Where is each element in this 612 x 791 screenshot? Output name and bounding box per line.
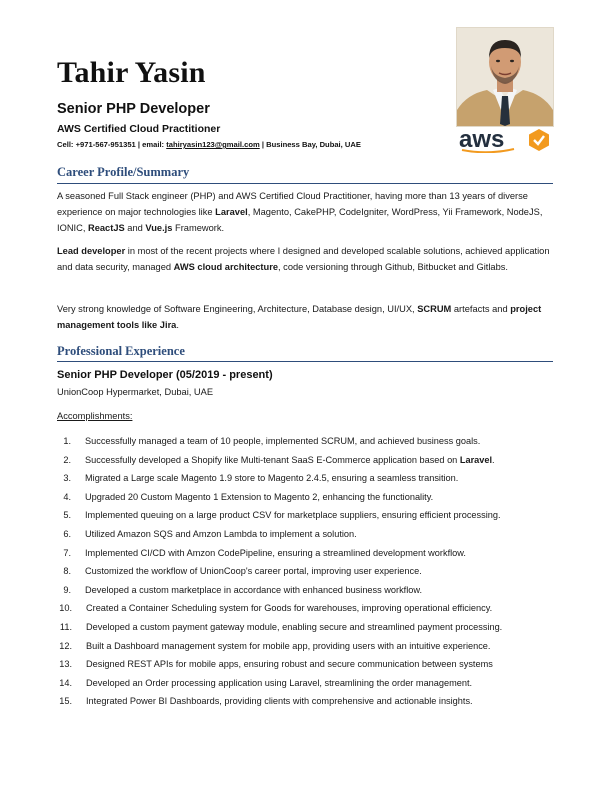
list-item: 6. Utilized Amazon SQS and Amzon Lambda to implement a solution. [63, 528, 357, 539]
location: Business Bay, Dubai, UAE [266, 140, 361, 149]
list-item: 5. Implemented queuing on a large product CSV for marketplace suppliers, ensuring efficient processing. [63, 510, 501, 521]
certification-line: AWS Certified Cloud Practitioner [57, 123, 221, 135]
aws-logo-text: aws [459, 126, 505, 153]
list-item: 1. Successfully managed a team of 10 people, implemented SCRUM, and achieved business goals. [63, 436, 481, 446]
list-item: 9. Developed a custom marketplace in accordance with enhanced business workflow. [63, 584, 423, 595]
experience-heading: Professional Experience [57, 344, 185, 358]
list-item: 4. Upgraded 20 Custom Magento 1 Extension to Magento 2, enhancing the functionality. [63, 491, 434, 502]
list-item: 14. Developed an Order processing application using Laravel, streamlining the order management. [59, 677, 473, 688]
summary-paragraph-2: Lead developer in most of the recent projects where I designed and developed scalable solutions, achieved application and data security, managed AWS cloud architecture, code versioning through Github, Bitbucket and Gitlabs. [57, 246, 550, 272]
email-label: email: [142, 140, 165, 149]
profile-photo [456, 27, 554, 127]
list-item: 10. Created a Container Scheduling system for Goods for warehouses, improving operational efficiency. [59, 603, 493, 614]
company-name: UnionCoop Hypermarket, Dubai, UAE [57, 387, 214, 397]
job-title: Senior PHP Developer (05/2019 - present) [57, 369, 273, 381]
list-item: 11. Developed a custom payment gateway module, enabling secure and streamlined payment processing. [59, 621, 503, 632]
cell-label: Cell: [57, 140, 74, 149]
list-item: 7. Implemented CI/CD with Amzon CodePipeline, ensuring a streamlined development workflow. [63, 547, 466, 558]
summary-paragraph-1: A seasoned Full Stack engineer (PHP) and AWS Certified Cloud Practitioner, having more than 13 years of diverse experience on major technologies like Laravel, Magento, CakePHP, CodeIgniter, WordPress, Yii Framework, NodeJS, IONIC, ReactJS and Vue.js Framework. [57, 191, 543, 233]
summary-paragraph-3: Very strong knowledge of Software Engineering, Architecture, Database design, UI/UX, SCRUM artefacts and project management tools like Jira. [57, 304, 542, 330]
experience-divider [57, 361, 553, 362]
candidate-name: Tahir Yasin [57, 56, 206, 89]
cell-number: +971-567-951351 [75, 140, 136, 149]
summary-heading: Career Profile/Summary [57, 165, 190, 179]
list-item: 13. Designed REST APIs for mobile apps, ensuring robust and secure communication between systems [59, 659, 493, 670]
aws-logo [458, 125, 552, 153]
list-item: 2. Successfully developed a Shopify like Multi-tenant SaaS E-Commerce application based on Laravel. [63, 454, 495, 465]
accomplishments-label: Accomplishments: [57, 411, 133, 421]
summary-divider [57, 183, 553, 184]
email-link[interactable]: tahiryasin123@gmail.com [166, 140, 260, 149]
job-headline: Senior PHP Developer [57, 101, 210, 117]
list-item: 12. Built a Dashboard management system for mobile app, providing users with an intuitive experience. [59, 640, 491, 651]
list-item: 3. Migrated a Large scale Magento 1.9 store to Magento 2.4.5, ensuring a seamless transition. [63, 473, 459, 484]
list-item: 15. Integrated Power BI Dashboards, providing clients with comprehensive and actionable insights. [59, 696, 473, 707]
accomplishments-list [57, 434, 557, 713]
list-item: 8. Customized the workflow of UnionCoop's career portal, improving user experience. [63, 566, 422, 577]
contact-line: Cell: +971-567-951351 | email: tahiryasin123@gmail.com | Business Bay, Dubai, UAE [57, 140, 361, 149]
